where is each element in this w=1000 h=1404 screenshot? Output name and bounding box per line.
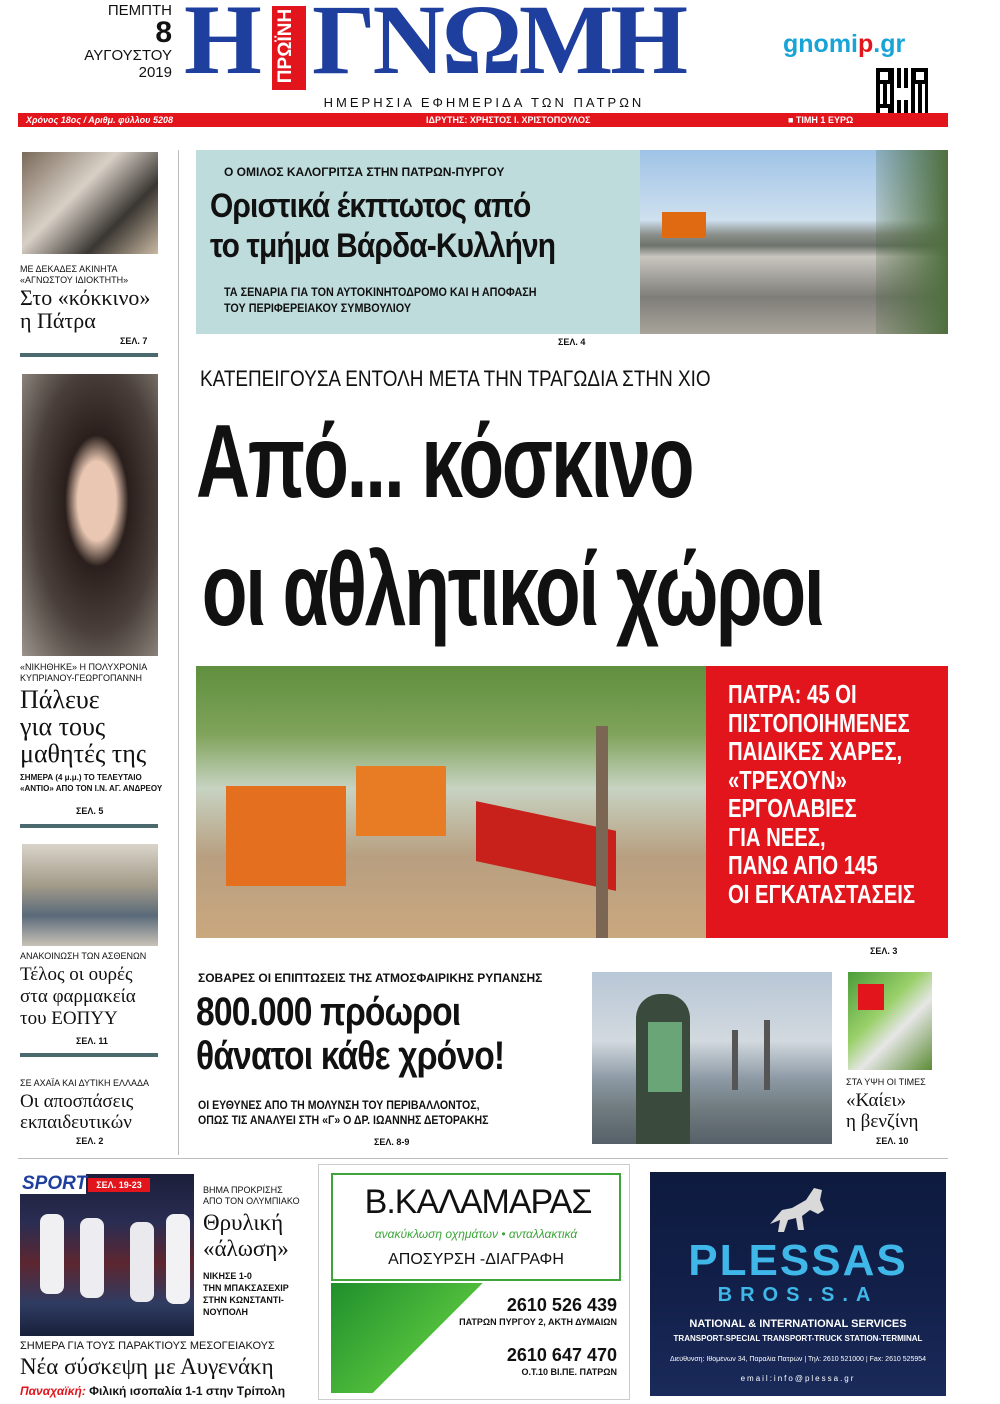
date-number: 8 xyxy=(155,16,172,49)
sidebar-page-4: ΣΕΛ. 2 xyxy=(76,1136,104,1146)
sidebar-rule-1 xyxy=(20,353,158,357)
pollution-photo xyxy=(592,972,832,1144)
sidebar-title-4: Οι αποσπάσεις εκπαιδευτικών xyxy=(20,1091,134,1133)
sport-kicker: ΒΗΜΑ ΠΡΟΚΡΙΣΗΣ ΑΠΟ ΤΟΝ ΟΛΥΜΠΙΑΚΟ xyxy=(203,1185,300,1206)
column-divider xyxy=(178,150,179,1155)
sidebar-kicker-3: ΑΝΑΚΟΙΝΩΣΗ ΤΩΝ ΑΣΘΕΝΩΝ xyxy=(20,951,147,961)
ad-plessas-line-4: email:info@plessa.gr xyxy=(740,1374,856,1383)
ad-plessas xyxy=(650,1172,946,1396)
price-info: ■ ΤΙΜΗ 1 ΕΥΡΩ xyxy=(788,115,854,125)
sidebar xyxy=(0,140,180,1160)
pollution-sub: ΟΙ ΕΥΘΥΝΕΣ ΑΠΟ ΤΗ ΜΟΛΥΝΣΗ ΤΟΥ ΠΕΡΙΒΑΛΛΟΝΤΟΣ, ΟΠΩΣ ΤΙΣ ΑΝΑΛΥΕΙ ΣΤΗ «Γ» Ο ΔΡ. ΙΩΑΝΝΗΣ ΔΕΤΟΡΑΚΗΣ xyxy=(198,1098,489,1127)
lead-red-box: ΠΑΤΡΑ: 45 ΟΙ ΠΙΣΤΟΠΟΙΗΜΕΝΕΣ ΠΑΙΔΙΚΕΣ ΧΑΡΕΣ, «ΤΡΕΧΟΥΝ» ΕΡΓΟΛΑΒΙΕΣ ΓΙΑ ΝΕΕΣ, ΠΑΝΩ ΑΠΟ 145 ΟΙ ΕΓΚΑΤΑΣΤΑΣΕΙΣ xyxy=(706,666,948,938)
sidebar-photo-3 xyxy=(22,844,158,946)
sport-badge: SPORT xyxy=(22,1173,88,1194)
lead-photo xyxy=(196,666,706,938)
ad-kalamaras-addr-2: Ο.Τ.10 ΒΙ.ΠΕ. ΠΑΤΡΩΝ xyxy=(521,1367,617,1377)
horse-icon xyxy=(762,1180,834,1236)
day: ΠΕΜΠΤΗ xyxy=(107,2,172,19)
fuel-photo xyxy=(848,972,932,1070)
masthead-subtitle: ΗΜΕΡΗΣΙΑ ΕΦΗΜΕΡΙΔΑ ΤΩΝ ΠΑΤΡΩΝ xyxy=(323,95,645,110)
lead-title-line-2: οι αθλητικοί χώροι xyxy=(201,532,823,648)
sidebar-photo-1 xyxy=(22,152,158,254)
year: 2019 xyxy=(138,64,172,81)
top-story-title: Οριστικά έκπτωτος από το τμήμα Βάρδα-Κυλλήνη xyxy=(210,187,556,265)
sidebar-page-3: ΣΕΛ. 11 xyxy=(76,1036,108,1046)
masthead-red-bar xyxy=(18,113,948,127)
ad-plessas-line-1: NATIONAL & INTERNATIONAL SERVICES xyxy=(689,1318,907,1330)
sidebar-title-3: Τέλος οι ουρές στα φαρμακεία του ΕΟΠΥΥ xyxy=(20,964,136,1029)
sidebar-photo-2 xyxy=(22,374,158,656)
pollution-kicker: ΣΟΒΑΡΕΣ ΟΙ ΕΠΙΠΤΩΣΕΙΣ ΤΗΣ ΑΤΜΟΣΦΑΙΡΙΚΗΣ ΡΥΠΑΝΣΗΣ xyxy=(198,971,543,985)
issue-info: Χρόνος 18ος / Αριθμ. φύλλου 5208 xyxy=(26,115,173,125)
sidebar-kicker-2: «ΝΙΚΗΘΗΚΕ» Η ΠΟΛΥΧΡΟΝΙΑ ΚΥΠΡΙΑΝΟΥ-ΓΕΩΡΓΟΠΑΝΝΗ xyxy=(20,662,148,683)
fuel-title: «Καίει» η βενζίνη xyxy=(846,1090,919,1132)
ad-kalamaras-service: ΑΠΟΣΥΡΣΗ -ΔΙΑΓΡΑΦΗ xyxy=(388,1251,564,1268)
ad-plessas-sub: BROS.S.A xyxy=(717,1284,879,1306)
ad-plessas-line-2: TRANSPORT-SPECIAL TRANSPORT-TRUCK STATION-TERMINAL xyxy=(673,1334,923,1343)
lead-page: ΣΕΛ. 3 xyxy=(870,946,898,956)
sidebar-page-1: ΣΕΛ. 7 xyxy=(120,336,148,346)
top-story-photo xyxy=(640,150,948,334)
fuel-kicker: ΣΤΑ ΥΨΗ ΟΙ ΤΙΜΕΣ xyxy=(846,1077,926,1087)
sidebar-kicker-4: ΣΕ ΑΧΑΪΑ ΚΑΙ ΔΥΤΙΚΗ ΕΛΛΑΔΑ xyxy=(20,1078,149,1088)
ad-kalamaras-addr-1: ΠΑΤΡΩΝ ΠΥΡΓΟΥ 2, ΑΚΤΗ ΔΥΜΑΙΩΝ xyxy=(459,1317,617,1327)
pollution-page: ΣΕΛ. 8-9 xyxy=(374,1137,410,1147)
founder-info: ΙΔΡΥΤΗΣ: ΧΡΗΣΤΟΣ Ι. ΧΡΙΣΤΟΠΟΥΛΟΣ xyxy=(426,115,591,125)
ad-kalamaras-top xyxy=(331,1173,621,1281)
top-story xyxy=(196,150,948,347)
date-block xyxy=(62,2,172,82)
logo-vertical-text: ΠΡΩΪΝΗ xyxy=(275,8,296,84)
lead-title-line-1: Από... κόσκινο xyxy=(196,404,693,520)
sidebar-rule-2 xyxy=(20,824,158,828)
top-story-kicker: Ο ΟΜΙΛΟΣ ΚΑΛΟΓΡΙΤΣΑ ΣΤΗΝ ΠΑΤΡΩΝ-ΠΥΡΓΟΥ xyxy=(224,165,505,179)
ad-kalamaras-phone-2: 2610 647 470 xyxy=(506,1345,617,1365)
logo-word: ΓΝΩΜΗ xyxy=(312,0,686,95)
sport-c-line: Παναχαϊκή: Φιλική ισοπαλία 1-1 στην Τρίπολη xyxy=(20,1384,286,1398)
month: ΑΥΓΟΥΣΤΟΥ xyxy=(84,47,172,64)
ad-plessas-name: PLESSAS xyxy=(688,1236,908,1285)
sport-b-title: Νέα σύσκεψη με Αυγενάκη xyxy=(20,1354,274,1379)
sidebar-title-1: Στο «κόκκινο» η Πάτρα xyxy=(20,285,151,333)
sidebar-title-2: Πάλευε για τους μαθητές της xyxy=(20,685,147,768)
sidebar-sub-2: ΣΗΜΕΡΑ (4 μ.μ.) ΤΟ ΤΕΛΕΥΤΑΙΟ «ΑΝΤΙΟ» ΑΠΟ ΤΟΝ Ι.Ν. ΑΓ. ΑΝΔΡΕΟΥ xyxy=(20,773,163,793)
top-story-page: ΣΕΛ. 4 xyxy=(558,337,586,347)
ad-plessas-line-3: Διεύθυνση: Ιθομένων 34, Παραλία Πατρών | Τηλ: 2610 521000 | Fax: 2610 525954 xyxy=(669,1356,927,1363)
bottom-divider xyxy=(18,1158,948,1159)
sport-title: Θρυλική «άλωση» xyxy=(203,1210,289,1261)
masthead xyxy=(0,0,1000,130)
logo xyxy=(180,0,780,95)
sport-pages: ΣΕΛ. 19-23 xyxy=(88,1178,150,1192)
top-story-sub: ΤΑ ΣΕΝΑΡΙΑ ΓΙΑ ΤΟΝ ΑΥΤΟΚΙΝΗΤΟΔΡΟΜΟ ΚΑΙ Η ΑΠΟΦΑΣΗ ΤΟΥ ΠΕΡΙΦΕΡΕΙΑΚΟΥ ΣΥΜΒΟΥΛΙΟΥ xyxy=(224,285,537,315)
logo-vertical-box xyxy=(272,6,306,90)
sport-b-kicker: ΣΗΜΕΡΑ ΓΙΑ ΤΟΥΣ ΠΑΡΑΚΤΙΟΥΣ ΜΕΣΟΓΕΙΑΚΟΥΣ xyxy=(20,1340,275,1352)
lead-kicker: ΚΑΤΕΠΕΙΓΟΥΣΑ ΕΝΤΟΛΗ ΜΕΤΑ ΤΗΝ ΤΡΑΓΩΔΙΑ ΣΤΗΝ ΧΙΟ xyxy=(200,366,711,391)
sidebar-rule-3 xyxy=(20,1053,158,1057)
pollution-title: 800.000 πρόωροι θάνατοι κάθε χρόνο! xyxy=(196,990,505,1078)
lead-title xyxy=(196,398,823,654)
sidebar-kicker-1: ΜΕ ΔΕΚΑΔΕΣ ΑΚΙΝΗΤΑ «ΑΓΝΩΣΤΟΥ ΙΔΙΟΚΤΗΤΗ» xyxy=(20,264,129,285)
fuel-page: ΣΕΛ. 10 xyxy=(876,1136,909,1146)
ad-kalamaras xyxy=(318,1164,630,1400)
sidebar-page-2: ΣΕΛ. 5 xyxy=(76,806,104,816)
ad-kalamaras-tagline: ανακύκλωση οχημάτων • ανταλλακτικά xyxy=(374,1227,578,1241)
sport-sub: ΝΙΚΗΣΕ 1-0 ΤΗΝ ΜΠΑΚΣΑΣΕΧΙΡ ΣΤΗΝ ΚΩΝΣΤΑΝΤΙ- ΝΟΥΠΟΛΗ xyxy=(203,1271,289,1317)
website: gnomip.gr xyxy=(783,30,906,58)
ad-kalamaras-bottom xyxy=(331,1283,621,1393)
sport-photo xyxy=(20,1174,194,1336)
ad-kalamaras-name: Β.ΚΑΛΑΜΑΡΑΣ xyxy=(364,1183,592,1221)
ad-kalamaras-phone-1: 2610 526 439 xyxy=(506,1295,617,1315)
logo-letter-h: Η xyxy=(184,0,262,95)
